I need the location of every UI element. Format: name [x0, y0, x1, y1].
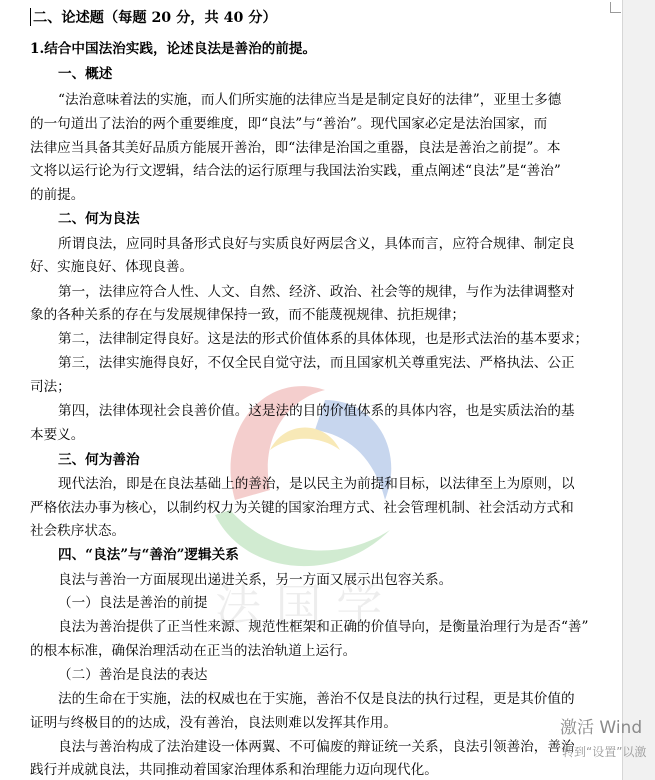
right-gutter	[622, 0, 655, 780]
page-corner-marker	[610, 2, 621, 13]
line-21: 社会秩序状态。	[30, 523, 126, 539]
line-9: 所谓良法，应同时具备形式良好与实质良好两层含义，具体而言，应符合规律、制定良	[58, 236, 575, 252]
line-30: 良法与善治构成了法治建设一体两翼、不可偏废的辩证统一关系，良法引领善治，善治	[58, 739, 575, 755]
line-3: “法治意味着法的实施，而人们所实施的法律应当是是制定良好的法律”，亚里士多德	[58, 92, 562, 108]
line-4: 的一句道出了法治的两个重要维度，即“良法”与“善治”。现代国家必定是法治国家，而	[30, 116, 548, 132]
line-8: 二、何为良法	[58, 211, 140, 227]
line-15: 司法；	[30, 379, 71, 395]
windows-activation-subtitle: 转到“设置”以激	[562, 745, 647, 759]
line-16: 第四，法律体现社会良善价值。这是法的目的价值体系的具体内容，也是实质法治的基	[58, 403, 575, 419]
line-13: 第二，法律制定得良好。这是法的形式价值体系的具体体现，也是形式法治的基本要求；	[58, 331, 589, 347]
line-22: 四、“良法”与“善治”逻辑关系	[58, 547, 239, 563]
line-18: 三、何为善治	[58, 452, 140, 468]
line-6: 文将以运行论为行文逻辑，结合法的运行原理与我国法治实践，重点阐述“良法”是“善治”	[30, 163, 561, 179]
line-25: 良法为善治提供了正当性来源、规范性框架和正确的价值导向，是衡量治理行为是否“善”	[58, 619, 589, 635]
line-14: 第三，法律实施得良好，不仅全民自觉守法，而且国家机关尊重宪法、严格执法、公正	[58, 355, 575, 371]
watermark-yellow-swoosh	[270, 428, 340, 451]
line-31: 践行并成就良法，共同推动着国家治理体系和治理能力迈向现代化。	[30, 762, 438, 778]
line-0: 二、论述题（每题 20 分，共 40 分）	[33, 10, 277, 26]
line-7: 的前提。	[30, 187, 85, 203]
line-1: 1.结合中国法治实践，论述良法是善治的前提。	[30, 41, 317, 57]
line-10: 好、实施良好、体现良善。	[30, 259, 194, 275]
line-26: 的根本标准，确保治理活动在正当的法治轨道上运行。	[30, 643, 357, 659]
watermark-green-swoosh	[215, 510, 390, 566]
line-11: 第一，法律应符合人性、人文、自然、经济、政治、社会等的规律，与作为法律调整对	[58, 284, 575, 300]
line-23: 良法与善治一方面展现出递进关系，另一方面又展示出包容关系。	[58, 572, 453, 588]
line-24: （一）良法是善治的前提	[58, 595, 208, 611]
line-27: （二）善治是良法的表达	[58, 667, 208, 683]
line-20: 严格依法办事为核心，以制约权力为关键的国家治理方式、社会管理机制、社会活动方式和	[30, 500, 574, 516]
line-5: 法律应当具备其美好品质方能展开善治，即“法律是治国之重器，良法是善治之前提”。本	[30, 140, 561, 156]
windows-activation-title: 激活 Wind	[560, 718, 643, 738]
line-29: 证明与终极目的的达成，没有善治，良法则难以发挥其作用。	[30, 715, 398, 731]
watermark-text: 法 国 学	[215, 579, 383, 633]
line-12: 象的各种关系的存在与发展规律保持一致，而不能蔑视规律、抗拒规律；	[30, 307, 465, 323]
text-cursor	[30, 8, 31, 26]
line-2: 一、概述	[58, 66, 113, 82]
line-28: 法的生命在于实施，法的权威也在于实施，善治不仅是良法的执行过程，更是其价值的	[58, 691, 575, 707]
line-19: 现代法治，即是在良法基础上的善治，是以民主为前提和目标，以法律至上为原则，以	[58, 476, 575, 492]
line-17: 本要义。	[30, 427, 85, 443]
